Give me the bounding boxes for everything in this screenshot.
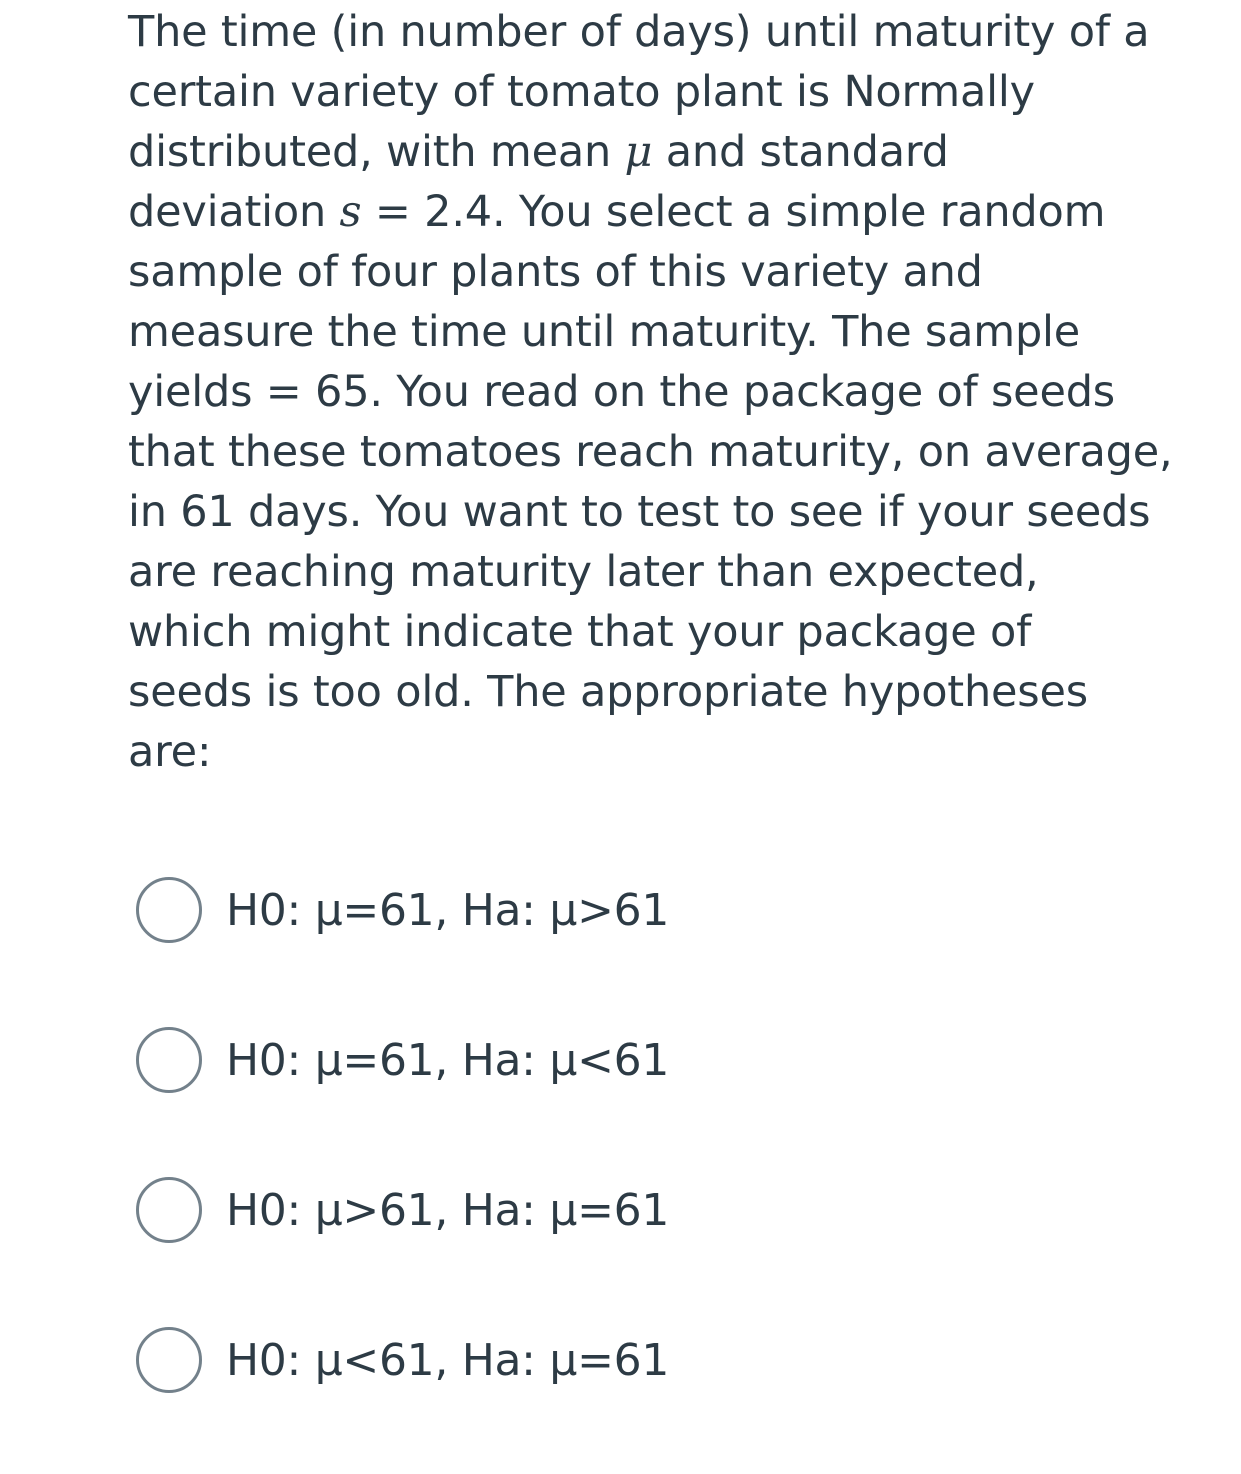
answer-label[interactable]: H0: μ<61, Ha: μ=61	[226, 1334, 670, 1386]
question-text	[128, 2, 1188, 782]
answer-option-3[interactable]	[136, 1174, 669, 1246]
radio-button[interactable]	[136, 1177, 202, 1243]
radio-button[interactable]	[136, 1327, 202, 1393]
radio-button[interactable]	[136, 877, 202, 943]
question-line-text: distributed, with mean	[128, 127, 625, 177]
answer-option-1[interactable]	[136, 874, 669, 946]
answer-option-2[interactable]	[136, 1024, 669, 1096]
mu-symbol: μ	[624, 127, 653, 177]
question-line	[128, 122, 1188, 182]
question-line: that these tomatoes reach maturity, on average,	[128, 427, 1173, 477]
answer-label[interactable]: H0: μ=61, Ha: μ<61	[226, 1034, 670, 1086]
question-line: sample of four plants of this variety and	[128, 247, 983, 297]
question-line	[128, 182, 1188, 242]
question-line: measure the time until maturity. The sample	[128, 307, 1081, 357]
answer-label[interactable]: H0: μ>61, Ha: μ=61	[226, 1184, 670, 1236]
answer-option-4[interactable]	[136, 1324, 669, 1396]
s-variable: s	[339, 187, 362, 237]
question-line: yields = 65. You read on the package of seeds	[128, 367, 1115, 417]
question-line: which might indicate that your package of	[128, 607, 1032, 657]
question-line: in 61 days. You want to test to see if your seeds	[128, 487, 1151, 537]
question-line: The time (in number of days) until maturity of a	[128, 7, 1150, 57]
question-line: certain variety of tomato plant is Normally	[128, 67, 1035, 117]
question-line: seeds is too old. The appropriate hypotheses	[128, 667, 1088, 717]
radio-button[interactable]	[136, 1027, 202, 1093]
answer-label[interactable]: H0: μ=61, Ha: μ>61	[226, 884, 670, 936]
question-line-text: and standard	[652, 127, 949, 177]
question-line-text: = 2.4. You select a simple random	[361, 187, 1106, 237]
question-line-text: deviation	[128, 187, 340, 237]
question-line: are reaching maturity later than expected,	[128, 547, 1039, 597]
question-line: are:	[128, 727, 212, 777]
